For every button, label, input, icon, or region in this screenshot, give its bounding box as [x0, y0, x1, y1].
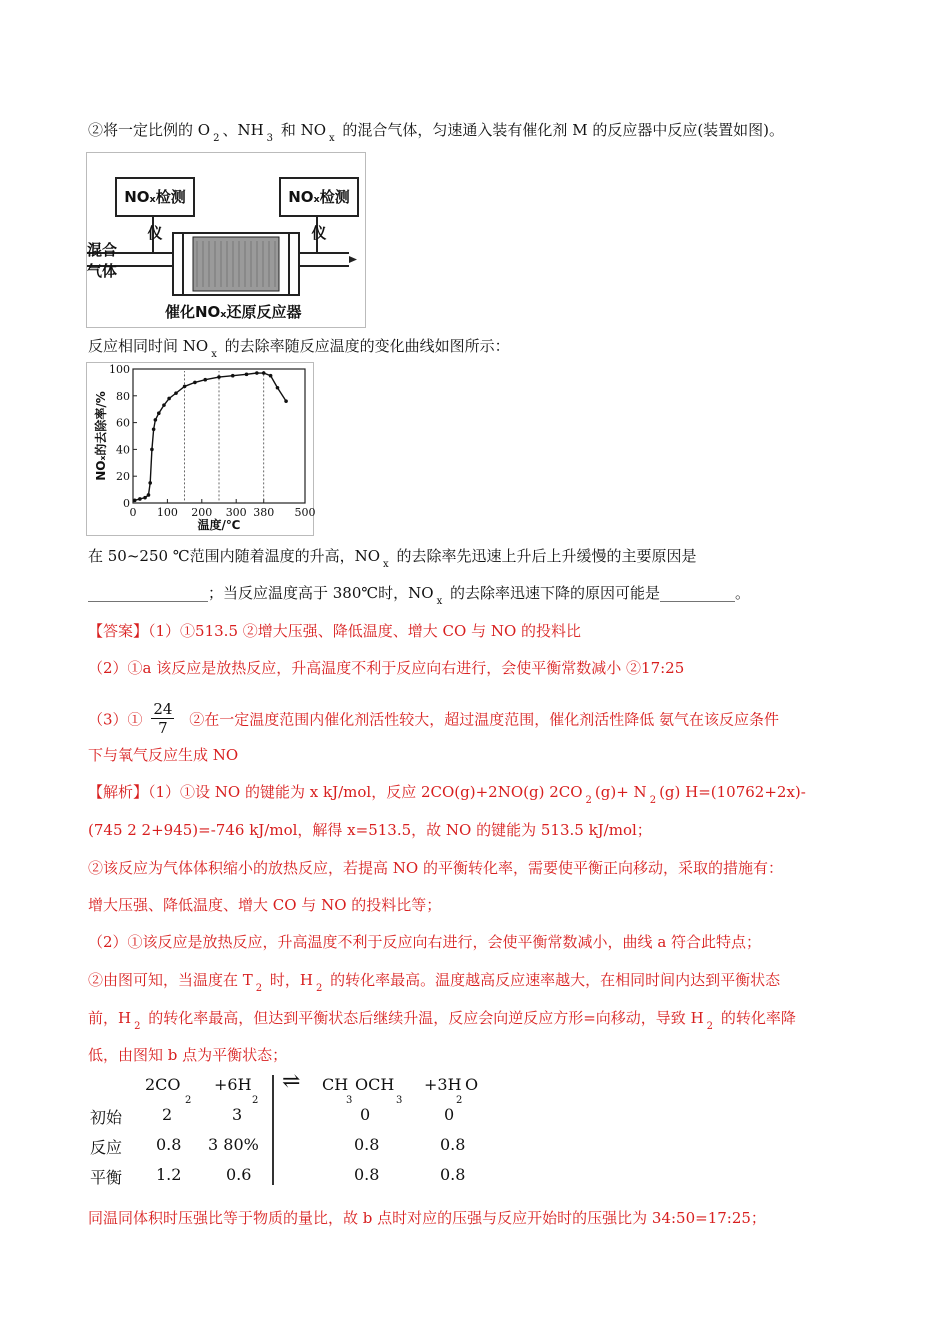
- subscript: x: [436, 596, 443, 607]
- analysis-line-3: ②该反应为气体体积缩小的放热反应，若提高 NO 的平衡转化率，需要使平衡正向移动，采取的措施有：: [88, 859, 783, 877]
- analysis-line-9: 同温同体积时压强比等于物质的量比，故 b 点时对应的压强与反应开始时的压强比为 34:50=17:25；: [88, 1209, 766, 1227]
- subscript: x: [211, 349, 217, 360]
- analysis-line-7: [88, 1008, 796, 1031]
- x-tick-label: 380: [253, 506, 275, 519]
- data-point: [152, 428, 156, 432]
- data-point: [133, 499, 137, 503]
- data-point: [245, 373, 249, 377]
- answer-3-prefix: （3）①: [88, 710, 143, 729]
- row-initial-label: 初始: [90, 1108, 123, 1127]
- analysis-7-c: 的转化率降: [716, 1009, 796, 1027]
- row-change-cell: 0.8: [440, 1135, 466, 1154]
- analysis-line-5: （2）①该反应是放热反应，升高温度不利于反应向右进行，会使平衡常数减小，曲线 a 符合此特点；: [88, 933, 762, 951]
- data-point: [148, 481, 152, 485]
- y-tick-label: 20: [116, 470, 130, 484]
- intro-text-3: 和 NO: [276, 121, 327, 139]
- subscript: 3: [266, 133, 274, 144]
- data-point: [143, 496, 147, 500]
- data-point: [157, 411, 161, 415]
- data-point: [269, 374, 273, 378]
- inlet-label: [87, 241, 117, 281]
- y-tick-label: 60: [116, 416, 130, 430]
- subscript: 2: [185, 1095, 192, 1106]
- subscript: 2: [255, 983, 263, 994]
- header-ch3: CH: [322, 1075, 349, 1094]
- row-change-cell: 0.8: [156, 1135, 182, 1154]
- data-point: [174, 391, 178, 395]
- para4-text-1: ________________；当反应温度高于 380℃时，NO: [88, 584, 434, 602]
- data-point: [217, 375, 221, 379]
- subscript: 2: [649, 795, 657, 806]
- inlet-label-line-1: 混合: [87, 241, 118, 259]
- y-tick-label: 0: [123, 497, 130, 510]
- analysis-line-4: 增大压强、降低温度、增大 CO 与 NO 的投料比等；: [88, 896, 442, 914]
- intro-line: [88, 120, 784, 143]
- header-2co: 2CO: [145, 1075, 181, 1094]
- intro-text-1: ②将一定比例的 O: [88, 121, 211, 139]
- subscript: 2: [134, 1021, 141, 1032]
- equilibrium-table: [90, 1069, 490, 1190]
- row-initial-cell: 0: [360, 1105, 371, 1124]
- answer-line-2: （2）①a 该反应是放热反应，升高温度不利于反应向右进行，会使平衡常数减小 ②17:25: [88, 659, 685, 677]
- para3-line: [88, 546, 696, 569]
- para3-text-2: 的去除率先迅速上升后上升缓慢的主要原因是: [391, 547, 697, 565]
- subscript: 2: [213, 133, 220, 144]
- x-tick-label: 0: [129, 506, 137, 519]
- y-tick-label: 100: [109, 363, 130, 376]
- x-tick-label: 500: [294, 506, 316, 519]
- data-point: [284, 399, 288, 403]
- apparatus-figure: [86, 152, 366, 328]
- row-equilibrium-cell: 0.6: [226, 1165, 252, 1184]
- table-divider: [272, 1075, 274, 1185]
- analysis-line-2: (745 2 2+945)=-746 kJ/mol，解得 x=513.5，故 NO 的键能为 513.5 kJ/mol；: [88, 821, 652, 839]
- para4-line: [88, 583, 750, 606]
- analysis-1-a: 【解析】（1）①设 NO 的键能为 x kJ/mol，反应 2CO(g)+2NO(g) 2CO: [88, 783, 583, 801]
- subscript: 2: [252, 1095, 259, 1106]
- data-point: [276, 386, 280, 390]
- analysis-line-8: 低，由图知 b 点为平衡状态；: [88, 1046, 288, 1064]
- row-initial-cell: 0: [444, 1105, 455, 1124]
- data-point: [138, 497, 142, 501]
- data-point: [231, 374, 235, 378]
- row-initial-cell: 2: [162, 1105, 173, 1124]
- header-6h2: +6H: [214, 1075, 252, 1094]
- data-point: [255, 371, 259, 375]
- data-point: [162, 403, 166, 407]
- fraction: [151, 700, 174, 737]
- equilibrium-arrow: ⇌: [282, 1069, 301, 1094]
- x-tick-label: 200: [191, 506, 213, 519]
- row-change-label: 反应: [90, 1138, 123, 1157]
- subscript: 2: [585, 795, 592, 806]
- data-point: [262, 371, 266, 375]
- reactor-label: 催化NOₓ还原反应器: [165, 303, 302, 321]
- fraction-numerator: 24: [153, 700, 173, 718]
- analysis-6-b: 时，H: [265, 971, 314, 989]
- analysis-1-c: (g) H=(10762+2x)-: [659, 783, 806, 801]
- para2-text-1: 反应相同时间 NO: [88, 337, 209, 355]
- x-tick-label: 300: [225, 506, 247, 519]
- subscript: 2: [316, 983, 323, 994]
- para2-line: [88, 336, 510, 359]
- answer-3-text: ②在一定温度范围内催化剂活性较大，超过温度范围，催化剂活性降低 氨气在该反应条件: [189, 710, 779, 729]
- analysis-line-6: [88, 970, 780, 993]
- nox-detector-left: NOₓ检测仪: [115, 177, 195, 217]
- analysis-line-1: [88, 782, 806, 805]
- row-equilibrium-cell: 1.2: [156, 1165, 182, 1184]
- subscript: x: [383, 559, 389, 570]
- analysis-6-a: ②由图可知，当温度在 T: [88, 971, 253, 989]
- analysis-7-a: 前，H: [88, 1009, 132, 1027]
- subscript: x: [329, 133, 335, 144]
- analysis-7-b: 的转化率最高，但达到平衡状态后继续升温，反应会向逆反应方形=向移动，导致 H: [143, 1009, 704, 1027]
- subscript: 3: [346, 1095, 353, 1106]
- x-axis-label: 温度/℃: [197, 518, 241, 532]
- answer-line-1: 【答案】（1）①513.5 ②增大压强、降低温度、增大 CO 与 NO 的投料比: [88, 622, 582, 640]
- subscript: 2: [456, 1095, 463, 1106]
- data-point: [193, 381, 197, 385]
- x-tick-label: 100: [156, 506, 178, 519]
- fraction-denominator: 7: [158, 719, 168, 737]
- inlet-label-line-2: 气体: [87, 262, 118, 280]
- para3-text-1: 在 50~250 ℃范围内随着温度的升高，NO: [88, 547, 381, 565]
- y-tick-label: 80: [116, 389, 130, 403]
- removal-rate-chart: [86, 362, 314, 536]
- analysis-6-c: 的转化率最高。温度越高反应速率越大，在相同时间内达到平衡状态: [325, 971, 781, 989]
- y-axis-label: NOₓ的去除率/%: [94, 391, 108, 481]
- subscript: 3: [396, 1095, 403, 1106]
- header-o: O: [465, 1075, 479, 1094]
- row-change-cell: 0.8: [354, 1135, 380, 1154]
- row-change-cell: 3 80%: [208, 1135, 259, 1154]
- row-equilibrium-label: 平衡: [90, 1168, 123, 1187]
- y-tick-label: 40: [116, 443, 130, 457]
- answer-line-4: 下与氧气反应生成 NO: [88, 746, 239, 764]
- nox-detector-right: NOₓ检测仪: [279, 177, 359, 217]
- row-equilibrium-cell: 0.8: [440, 1165, 466, 1184]
- intro-text-2: 、NH: [222, 121, 264, 139]
- chart-svg: [87, 363, 316, 535]
- data-point: [183, 385, 187, 389]
- intro-text-4: 的混合气体，匀速通入装有催化剂 M 的反应器中反应(装置如图)。: [337, 121, 785, 139]
- para4-text-2: 的去除率迅速下降的原因可能是__________。: [445, 584, 751, 602]
- row-initial-cell: 3: [232, 1105, 243, 1124]
- header-3h2: +3H: [424, 1075, 462, 1094]
- analysis-1-b: (g)+ N: [594, 783, 647, 801]
- data-point: [154, 418, 158, 422]
- data-point: [147, 493, 151, 497]
- subscript: 2: [706, 1021, 714, 1032]
- answer-line-3: [88, 702, 779, 739]
- header-och3: OCH: [355, 1075, 395, 1094]
- row-equilibrium-cell: 0.8: [354, 1165, 380, 1184]
- data-point: [150, 448, 154, 452]
- data-point: [167, 397, 171, 401]
- data-point: [203, 378, 207, 382]
- para2-text-2: 的去除率随反应温度的变化曲线如图所示：: [219, 337, 510, 355]
